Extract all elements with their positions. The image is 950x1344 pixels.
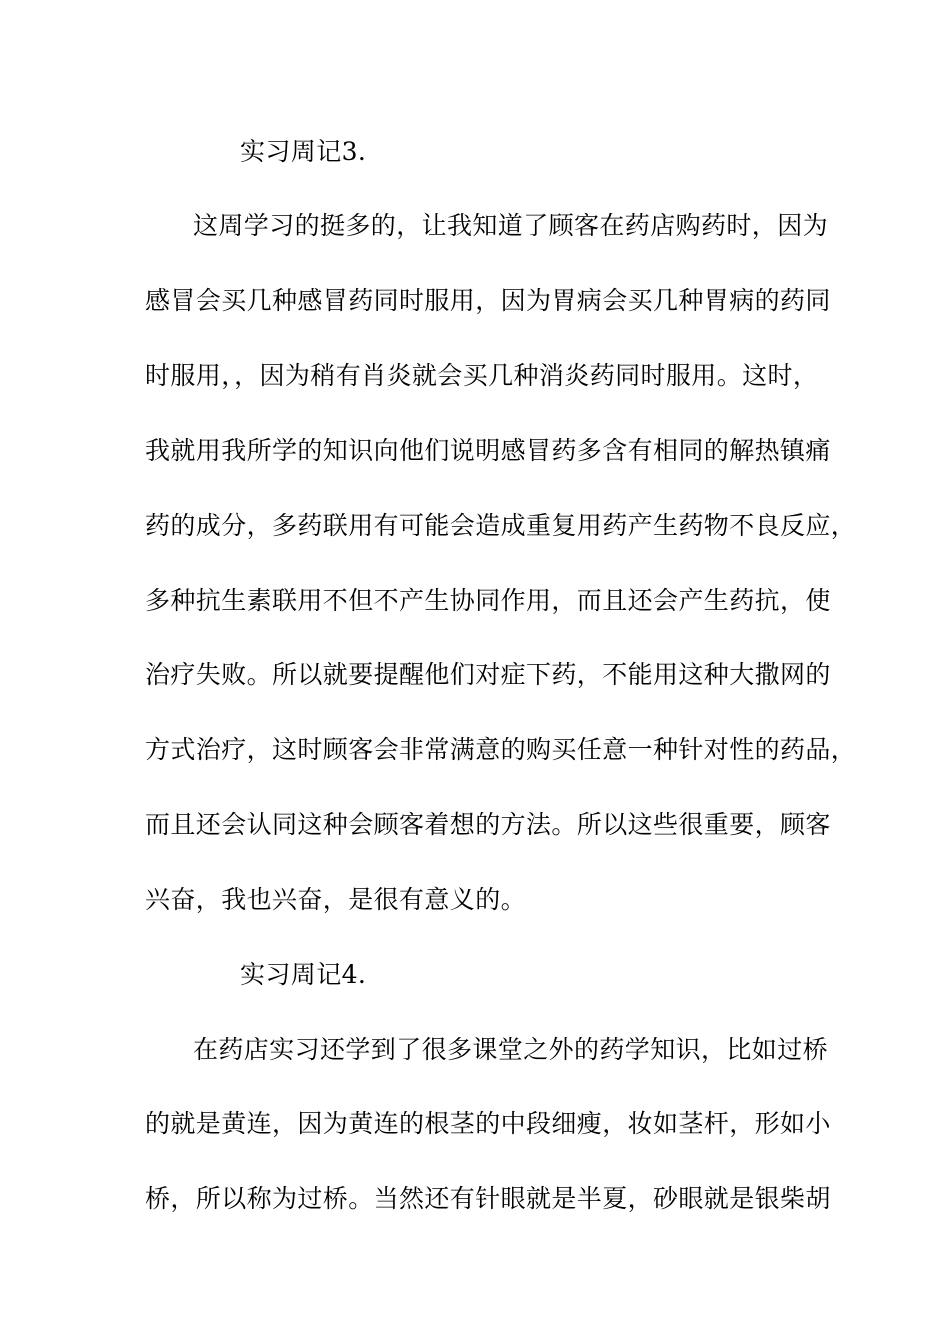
paragraph-line: 我就用我所学的知识向他们说明感冒药多含有相同的解热镇痛: [145, 436, 831, 465]
paragraph-line: 方式治疗，这时顾客会非常满意的购买任意一种针对性的药品，: [145, 735, 857, 764]
paragraph-line: 桥，所以称为过桥。当然还有针眼就是半夏，砂眼就是银柴胡: [145, 1184, 831, 1213]
section-heading: 实习周记3.: [240, 137, 367, 166]
paragraph-line: 兴奋，我也兴奋，是很有意义的。: [145, 885, 527, 914]
paragraph-line: 感冒会买几种感冒药同时服用，因为胃病会买几种胃病的药同: [145, 286, 831, 315]
paragraph-line: 而且还会认同这种会顾客着想的方法。所以这些很重要，顾客: [145, 810, 831, 839]
paragraph-line: 在药店实习还学到了很多课堂之外的药学知识，比如过桥: [193, 1035, 829, 1064]
paragraph-line: 治疗失败。所以就要提醒他们对症下药，不能用这种大撒网的: [145, 660, 831, 689]
paragraph-line: 时服用，，因为稍有肖炎就会买几种消炎药同时服用。这时，: [145, 361, 819, 390]
paragraph-line: 多种抗生素联用不但不产生协同作用，而且还会产生药抗，使: [145, 586, 831, 615]
paragraph-line: 的就是黄连，因为黄连的根茎的中段细瘦，妆如茎杆，形如小: [145, 1109, 831, 1138]
section-heading: 实习周记4.: [240, 960, 367, 989]
paragraph-line: 药的成分，多药联用有可能会造成重复用药产生药物不良反应，: [145, 511, 857, 540]
paragraph-line: 这周学习的挺多的，让我知道了顾客在药店购药时，因为: [193, 211, 829, 240]
